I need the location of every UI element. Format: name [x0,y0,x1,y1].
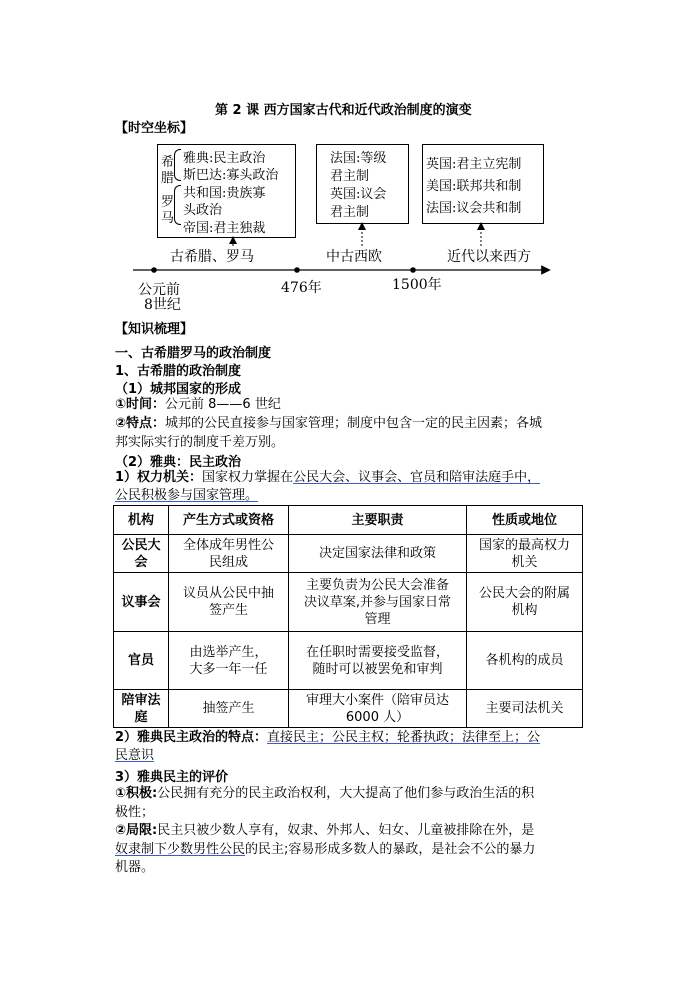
negative-text: 民主只被少数人享有，奴隶、外邦人、妇女、儿童被排除在外，是 [157,823,535,838]
table-row [114,690,583,728]
table-row [114,632,583,690]
table-cell-status: 各机构的成员 [467,632,583,690]
table-row [114,535,583,573]
box-line: 法国:等级 [330,151,387,166]
table-header-row [114,506,583,535]
table-cell-name: 官员 [114,632,169,690]
box-line: 英国:议会 [330,187,387,202]
table-header-cell: 性质或地位 [467,506,583,535]
tick-dot [410,267,416,273]
char-label: 2）雅典民主政治的特点： [115,730,268,745]
subsection-heading: 1、古希腊的政治制度 [115,364,242,379]
era-label: 古希腊、罗马 [170,246,254,266]
positive-label: ①积极: [115,786,158,801]
box-line: 雅典:民主政治 [183,151,266,166]
section-heading: 一、古希腊罗马的政治制度 [115,346,272,361]
power-pre: 国家权力掌握在 [202,470,294,485]
feature-label: ②特点： [115,416,166,431]
table-cell-duty: 主要负责为公民大会准备 决议草案,并参与国家日常 管理 [289,573,467,632]
box-line: 头政治 [183,203,223,218]
box-line: 君主制 [330,205,370,220]
box-line: 共和国:贵族寡 [183,186,266,201]
table-cell-duty: 在任职时需要接受监督， 随时可以被罢免和审判 [289,632,467,690]
char-line [115,728,540,747]
page-title: 第 2 课 西方国家古代和近代政治制度的演变 [215,103,472,118]
negative-text-rest: 的民主;容易形成多数人的暴政，是社会不公的暴力 [245,842,536,857]
box-left-char: 希 [161,155,175,170]
table-cell-name: 议事会 [114,573,169,632]
tick-dot [294,267,300,273]
time-line [115,395,281,414]
negative-line [115,821,534,840]
table-cell-status: 主要司法机关 [467,690,583,728]
time-label: ①时间： [115,397,166,412]
table-cell-origin: 抽签产生 [169,690,289,728]
tick-label: 公元前 [138,282,180,298]
table-cell-name: 陪审法 庭 [114,690,169,728]
positive-line [115,784,534,803]
table-cell-duty: 决定国家法律和政策 [289,535,467,573]
negative-label: ②局限: [115,823,158,838]
time-value: 公元前 8——6 世纪 [165,397,281,412]
table-cell-status: 国家的最高权力 机关 [467,535,583,573]
positive-text-cont: 极性； [115,805,155,820]
box-line: 君主制 [330,169,370,184]
box-line: 英国:君主立宪制 [426,157,522,172]
box-line: 法国:议会共和制 [426,201,522,216]
table-header-cell: 主要职责 [289,506,467,535]
table-cell-origin: 由选举产生， 大多一年一任 [169,632,289,690]
subsection-heading: （1）城邦国家的形成 [115,382,242,397]
tick-label: 476年 [281,280,322,296]
feature-text: 城邦的公民直接参与国家管理；制度中包含一定的民主因素；各城 [165,416,543,431]
table-cell-origin: 全体成年男性公 民组成 [169,535,289,573]
table-row [114,573,583,632]
table-header-cell: 机构 [114,506,169,535]
box-line: 斯巴达:寡头政治 [183,168,279,183]
char-value-cont: 民意识 [115,748,155,763]
box-left-char: 罗 [161,195,175,210]
power-line [115,468,540,487]
negative-underlined: 奴隶制下少数男性公民 [115,842,246,857]
timeline-svg [0,0,695,320]
table-cell-status: 公民大会的附属 机构 [467,573,583,632]
timeline-heading: 【时空坐标】 [115,121,194,136]
box-line: 美国:联邦共和制 [426,179,522,194]
table-header-cell: 产生方式或资格 [169,506,289,535]
tick-label: 1500年 [392,277,442,293]
char-value: 直接民主；公民主权；轮番执政；法律至上；公 [267,730,541,745]
power-text-cont: 公民积极参与国家管理。 [115,488,259,503]
power-underlined: 公民大会、议事会、官员和陪审法庭手中， [293,470,541,485]
positive-text: 公民拥有充分的民主政治权利，大大提高了他们参与政治生活的积 [157,786,535,801]
negative-text-cont: 机器。 [115,860,155,875]
feature-line [115,414,542,433]
negative-line-2 [115,840,535,859]
tick-dot [151,267,157,273]
box-left-char: 腊 [161,171,175,186]
feature-text-cont: 邦实际实行的制度千差万别。 [115,435,285,450]
tick-label: 8世纪 [144,297,181,313]
subsection-heading: （2）雅典：民主政治 [115,455,242,470]
knowledge-heading: 【知识梳理】 [115,322,194,337]
institutions-table [113,505,583,728]
box-left-char: 马 [161,211,175,226]
power-label: 1）权力机关： [115,470,203,485]
table-cell-name: 公民大 会 [114,535,169,573]
era-label: 中古西欧 [326,246,382,266]
table-cell-origin: 议员从公民中抽 签产生 [169,573,289,632]
box-line: 帝国:君主独裁 [183,221,266,236]
table-cell-duty: 审理大小案件（陪审员达 6000 人） [289,690,467,728]
eval-heading: 3）雅典民主的评价 [115,770,229,785]
era-label: 近代以来西方 [447,246,531,266]
